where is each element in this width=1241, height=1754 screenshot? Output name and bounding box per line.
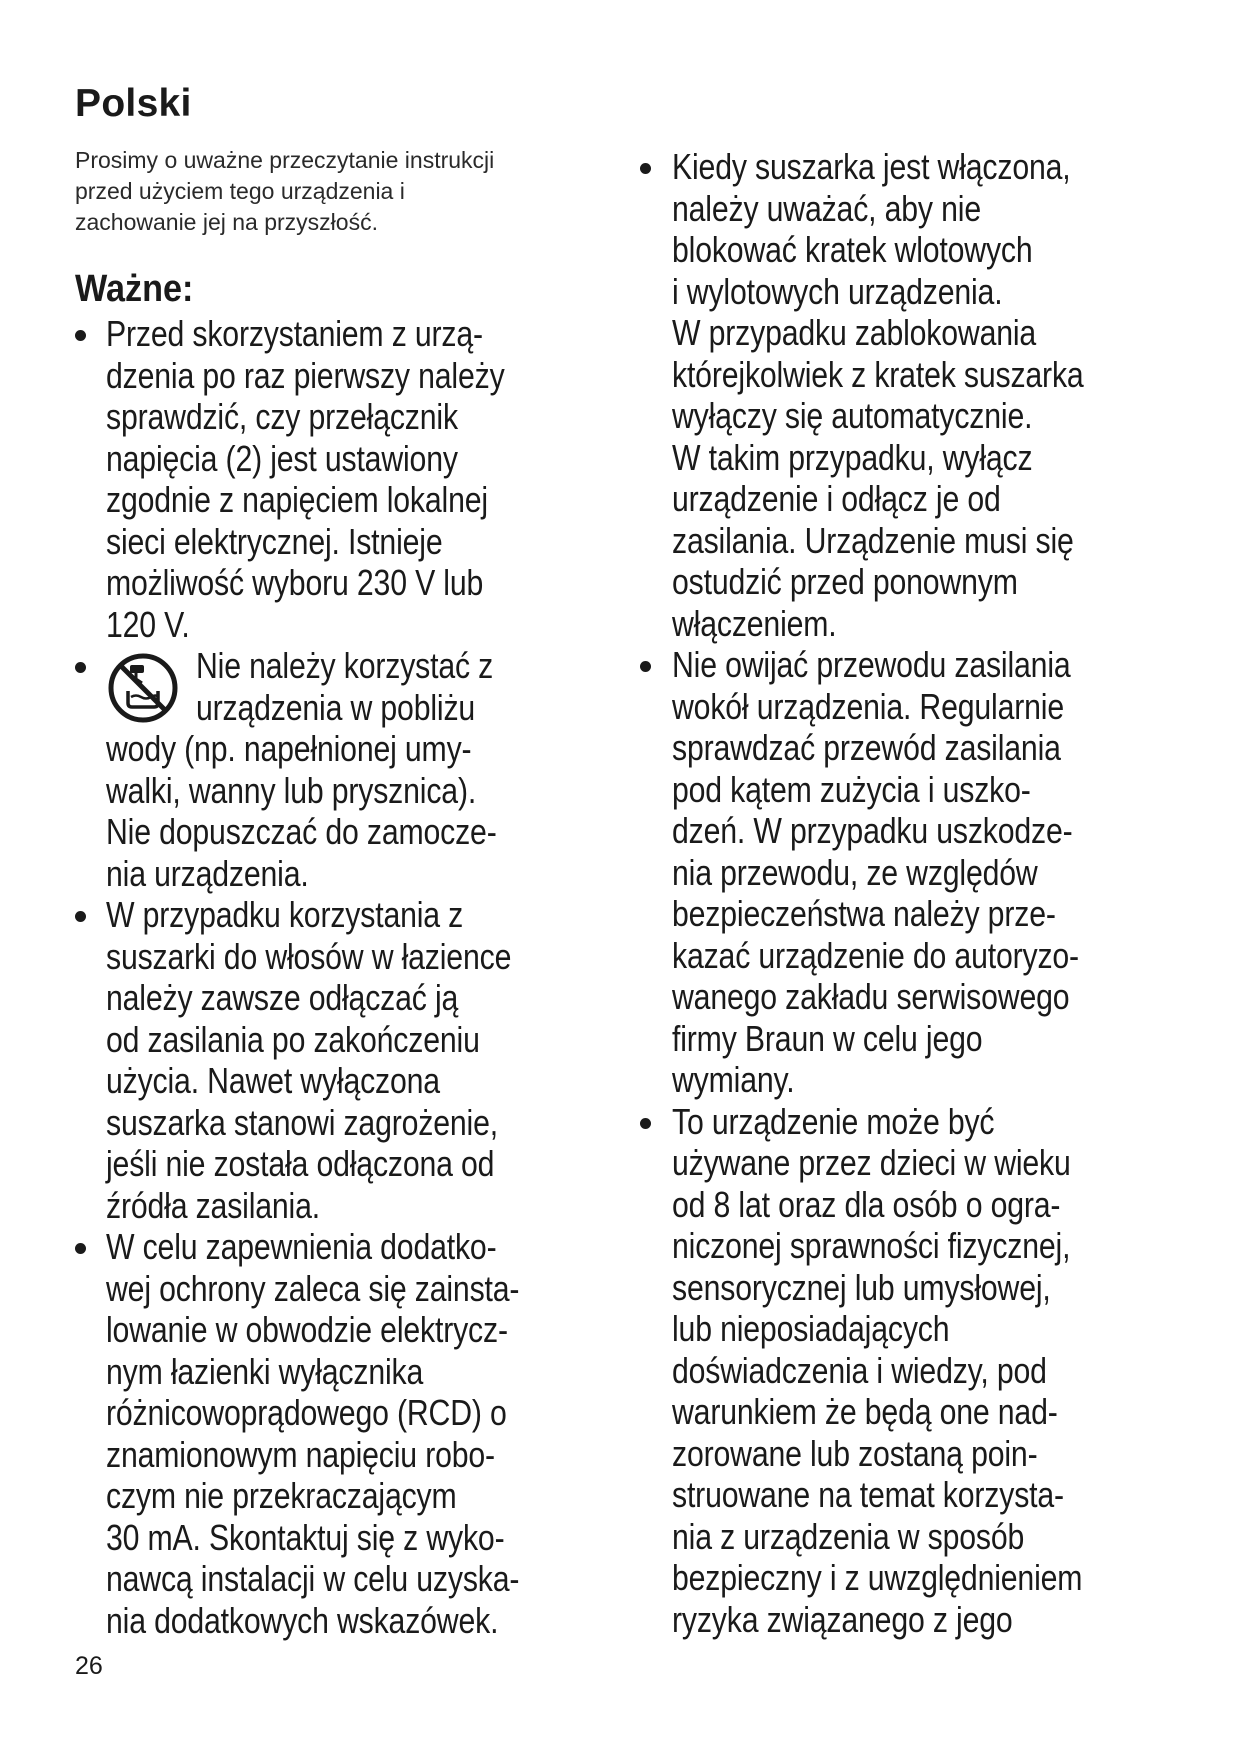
text-line: Nie należy korzystać z [196,645,494,686]
text-line: sieci elektrycznej. Istnieje [106,520,443,562]
bullet-icon [640,661,651,672]
bullet-icon [75,330,86,341]
text-line: warunkiem że będą one nad- [672,1391,1058,1432]
text-line: lub nieposiadających [672,1308,950,1349]
safety-item-rcd [75,1226,635,1641]
text-line: sprawdzać przewód zasilania [672,727,1061,768]
text-line: W celu zapewnienia dodatko- [106,1226,497,1267]
text-line: wymiany. [672,1059,795,1100]
text-line: źródła zasilania. [106,1184,320,1226]
safety-item-cord [640,644,1200,1101]
text-line: sprawdzić, czy przełącznik [106,396,458,437]
text-line: zorowane lub zostaną poin- [672,1432,1038,1474]
text-line: nia przewodu, ze względów [672,851,1038,893]
text-line: Przed skorzystaniem z urzą- [106,313,483,354]
text-line: nia urządzenia. [106,852,309,894]
bullet-icon [640,1118,651,1129]
bullet-icon [640,163,651,174]
text-line: zgodnie z napięciem lokalnej [106,479,488,520]
text-line: nawcą instalacji w celu uzyska- [106,1558,520,1599]
text-line: sensorycznej lub umysłowej, [672,1266,1051,1308]
bullet-icon [75,1243,86,1254]
text-line: blokować kratek wlotowych [672,229,1033,270]
text-line: firmy Braun w celu jego [672,1017,983,1059]
left-column [75,313,635,1641]
text-line: suszarka stanowi zagrożenie, [106,1101,498,1143]
text-line: pod kątem zużycia i uszko- [672,768,1031,810]
right-column [640,146,1200,1640]
safety-item-voltage [75,313,635,645]
text-line: ryzyka związanego z jego [672,1598,1013,1640]
text-line: nia z urządzenia w sposób [672,1515,1025,1557]
text-line: jeśli nie została odłączona od [106,1143,495,1184]
text-line: Nie owijać przewodu zasilania [672,644,1071,685]
safety-item-water [75,645,635,894]
text-line: dzenia po raz pierwszy należy [106,354,505,396]
text-line: zasilania. Urządzenie musi się [672,519,1074,561]
text-line: różnicowoprądowego (RCD) o [106,1392,507,1433]
text-line: urządzenia w pobliżu [196,686,476,728]
text-line: bezpieczeństwa należy prze- [672,893,1056,934]
bullet-icon [75,911,86,922]
text-line: lowanie w obwodzie elektrycz- [106,1309,508,1350]
text-line: W przypadku korzystania z [106,894,464,935]
text-line: W takim przypadku, wyłącz [672,436,1033,478]
text-line: włączeniem. [672,602,837,644]
text-line: Nie dopuszczać do zamocze- [106,811,497,852]
safety-item-bathroom [75,894,635,1226]
text-line: od zasilania po zakończeniu [106,1018,480,1060]
intro-line: Prosimy o uważne przeczytanie instrukcji [75,147,495,173]
page-number: 26 [75,1652,103,1680]
intro-line: zachowanie jej na przyszłość. [75,209,378,235]
text-line: To urządzenie może być [672,1100,995,1142]
text-line: wody (np. napełnionej umy- [106,728,472,769]
safety-item-children [640,1101,1200,1641]
text-line: używane przez dzieci w wieku [672,1142,1071,1183]
text-line: nia dodatkowych wskazówek. [106,1599,499,1641]
important-heading: Ważne: [75,268,194,310]
language-title: Polski [75,82,192,125]
text-line: nym łazienki wyłącznika [106,1350,424,1392]
intro-paragraph [75,145,615,238]
text-line: W przypadku zablokowania [672,312,1037,353]
text-line: możliwość wyboru 230 V lub [106,562,484,603]
text-line: Kiedy suszarka jest włączona, [672,146,1071,187]
text-line: walki, wanny lub prysznica). [106,769,477,811]
text-line: należy uważać, aby nie [672,187,981,229]
text-line: wej ochrony zaleca się zainsta- [106,1267,520,1309]
text-line: wanego zakładu serwisowego [672,976,1070,1017]
text-line: dzeń. W przypadku uszkodze- [672,810,1073,851]
text-line: którejkolwiek z kratek suszarka [672,353,1084,395]
text-line: suszarki do włosów w łazience [106,935,512,977]
text-line: ostudzić przed ponownym [672,561,1018,602]
text-line: czym nie przekraczającym [106,1475,457,1516]
text-line: wyłączy się automatycznie. [672,395,1033,436]
text-line: od 8 lat oraz dla osób o ogra- [672,1183,1061,1225]
safety-item-grilles [640,146,1200,644]
text-line: 120 V. [106,603,190,645]
text-line: i wylotowych urządzenia. [672,270,1003,312]
text-line: należy zawsze odłączać ją [106,977,459,1018]
text-line: kazać urządzenie do autoryzo- [672,934,1079,976]
text-line: urządzenie i odłącz je od [672,478,1001,519]
bullet-icon [75,662,86,673]
intro-line: przed użyciem tego urządzenia i [75,178,405,204]
no-water-icon [106,651,180,725]
text-line: wokół urządzenia. Regularnie [672,685,1065,727]
text-line: doświadczenia i wiedzy, pod [672,1349,1047,1391]
text-line: 30 mA. Skontaktuj się z wyko- [106,1516,505,1558]
text-line: użycia. Nawet wyłączona [106,1060,440,1101]
text-line: znamionowym napięciu robo- [106,1433,495,1475]
text-line: napięcia (2) jest ustawiony [106,437,458,479]
text-line: struowane na temat korzysta- [672,1474,1064,1515]
text-line: bezpieczny i z uwzględnieniem [672,1557,1083,1598]
text-line: niczonej sprawności fizycznej, [672,1225,1071,1266]
